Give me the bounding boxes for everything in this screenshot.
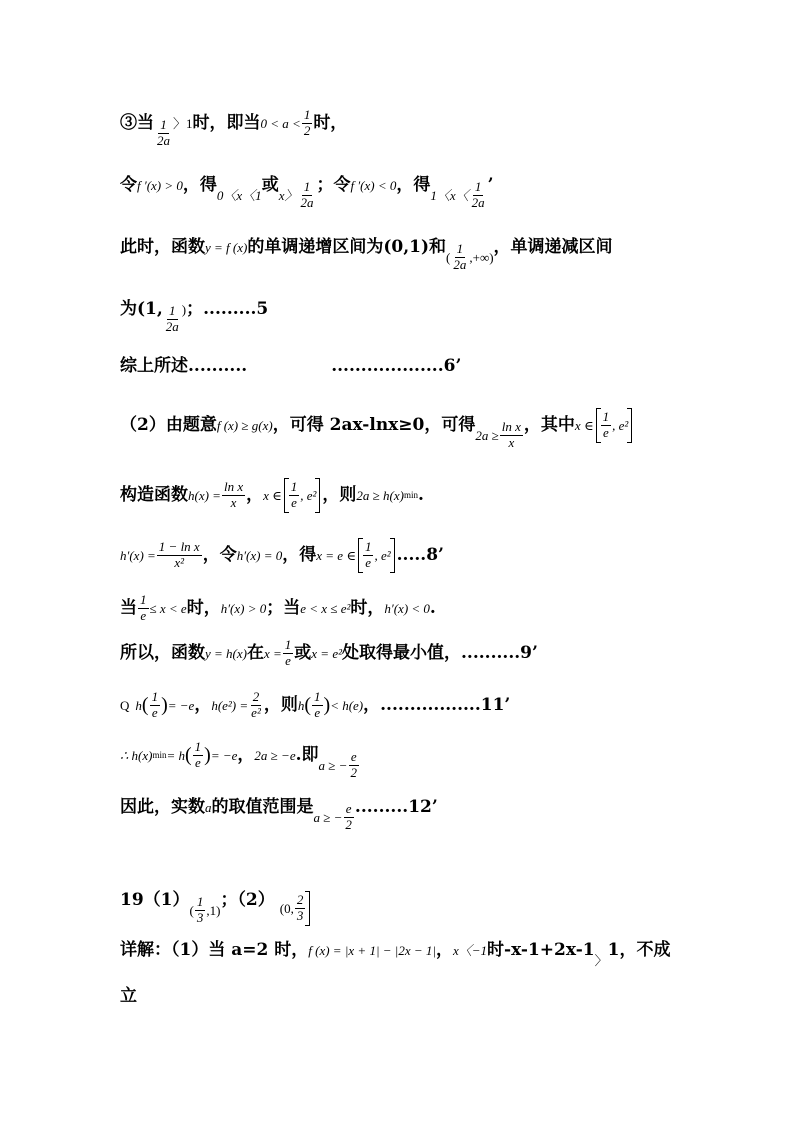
text: 时，即当 (192, 112, 261, 133)
fraction: $\frac{e}{2}$ (350, 749, 357, 780)
math: f ′(x) < 0 (350, 177, 397, 193)
fraction: $\frac{1}{e}$ (140, 592, 147, 623)
math: ( (446, 249, 451, 265)
decreasing-interval-line (120, 294, 269, 334)
text: 的取值范围是 (211, 796, 314, 817)
fraction-1-over-2: $\frac{1}{2}$ (303, 107, 311, 138)
text: ③当 (120, 112, 154, 133)
math: 2a ≥ h(x) (356, 487, 404, 503)
math: < h(e) (330, 697, 364, 713)
math: f ′(x) > 0 (137, 177, 183, 193)
text: 的单调递增区间为(0,1)和 (247, 236, 447, 257)
interval-bracket: $\frac{1}{e}$ , e² (596, 408, 633, 443)
math: h (135, 697, 142, 713)
derivative-sign-line (120, 170, 494, 210)
value-comparison-line: Q h ( $\frac{1}{e}$ ) = −e ， h(e²) = $\frac{2}{\text{e²}}$ ，则 h ( $\frac{1}{e}$ ) < h(e) ，.................11’ (120, 689, 511, 720)
text: 当 (120, 597, 137, 618)
text: 详解：（1）当 a=2 时， (120, 940, 309, 960)
fraction: $\frac{2}{\text{e²}}$ (251, 689, 261, 720)
text: 19（1） (120, 889, 190, 910)
text: .........12’ (354, 796, 438, 817)
text: ，则 (322, 484, 357, 505)
math: 〉1 (173, 115, 193, 131)
text: 所以，函数 (120, 642, 205, 663)
math: ) (181, 301, 187, 317)
fraction: $\frac{1}{e}$ (284, 637, 292, 668)
text: 此时，函数 (120, 236, 205, 257)
math: h′(x) > 0 (220, 600, 267, 616)
text: ；令 (316, 174, 351, 195)
text: ’ (487, 174, 494, 195)
explanation-continuation (120, 988, 137, 1005)
text: ，.................11’ (363, 694, 511, 715)
monotonicity-line (120, 593, 436, 624)
text: 构造函数 (120, 484, 188, 505)
text: ，单调递减区间 (493, 236, 613, 257)
text: .....8’ (396, 544, 444, 565)
text: 或 (261, 174, 279, 195)
text: 时， (350, 597, 385, 618)
text: ；.........5 (186, 298, 269, 319)
fraction: $\frac{1}{3}$ (196, 894, 204, 925)
text: ，得 (182, 174, 217, 195)
text: 时， (186, 597, 221, 618)
text: 时， (313, 112, 348, 133)
because-symbol: Q (120, 697, 130, 713)
math: ≤ x < e (149, 600, 187, 616)
math: f (x) ≥ g(x) (216, 417, 273, 433)
text: ，则 (263, 694, 298, 715)
text: ，令 (202, 544, 237, 565)
math: x = (263, 645, 282, 661)
text: ，可得 2ax-lnx≥0，可得 (272, 414, 476, 435)
derivative-line (120, 538, 444, 573)
text: 令 (120, 174, 137, 195)
text: 立 (120, 986, 137, 1006)
text: 时-x-1+2x-1 (487, 940, 595, 960)
text: 因此，实数 (120, 796, 205, 817)
fraction: $\frac{e}{2}$ (345, 801, 352, 832)
math: 2a ≥ −e (254, 747, 296, 763)
fraction: $\frac{1}{e}$ (194, 739, 202, 770)
fraction: $\frac{1}{2a}$ (300, 179, 314, 210)
subscript: min (152, 749, 167, 760)
summary-line (120, 358, 461, 375)
fraction: $\frac{1}{e}$ (151, 689, 159, 720)
text: ， (246, 484, 264, 505)
math: a (205, 799, 212, 815)
fraction: $\frac{\text{1 − ln x}}{\text{x²}}$ (158, 539, 200, 570)
text: . (429, 597, 436, 618)
math: 〉 (594, 953, 608, 968)
fraction-1-over-2a: $\frac{1}{2a}$ (157, 117, 170, 148)
problem19-answer-line (120, 883, 312, 925)
text: （2）由题意 (120, 414, 217, 435)
text: ， (194, 694, 212, 715)
text: ，得 (396, 174, 431, 195)
math: h (297, 697, 305, 713)
minimum-value-line: ∴ h(x) min = h ( $\frac{1}{e}$ ) = −e ， 2a ≥ −e .即 a ≥ − $\frac{e}{2}$ (120, 739, 357, 780)
fraction: $\frac{1}{2a}$ (165, 303, 179, 334)
part2-condition-line (120, 408, 634, 450)
math: = h (166, 747, 185, 763)
case3-condition-line (120, 107, 348, 148)
math: a ≥ − (318, 757, 348, 773)
fraction: $\frac{\text{ln x}}{x}$ (223, 479, 244, 510)
construct-function-line (120, 478, 424, 513)
text: 或 (294, 642, 312, 663)
final-range-line (120, 792, 438, 832)
math: h(x) = (188, 487, 221, 503)
math: 0 < a < (260, 115, 301, 131)
math: f (x) = |x + 1| − |2x − 1| (308, 943, 436, 958)
math: = −e (210, 747, 238, 763)
math: ∴ h(x) (120, 747, 153, 763)
interval-bracket: $\frac{1}{e}$ , e² (358, 538, 395, 573)
text: ；当 (266, 597, 301, 618)
text: 在 (246, 642, 264, 663)
text: ，得 (282, 544, 317, 565)
text: ，其中 (523, 414, 575, 435)
math: 2a ≥ (475, 427, 499, 443)
math: y = h(x) (205, 645, 247, 661)
math: e < x ≤ e² (300, 600, 351, 616)
text: ...................6’ (331, 356, 462, 376)
text: 1，不成 (607, 940, 671, 960)
math: ,+∞) (469, 249, 494, 265)
fraction: $\frac{\text{ln x}}{x}$ (501, 419, 521, 450)
text: ， (435, 940, 453, 960)
math: a ≥ − (313, 809, 343, 825)
math: h′(x) = (120, 547, 156, 563)
math: ( (189, 902, 194, 918)
math: x〈−1 (452, 943, 488, 958)
minimum-location-line (120, 638, 538, 669)
math: x ∈ (263, 487, 282, 503)
math: h′(x) = 0 (236, 547, 283, 563)
interval-bracket: (0, $\frac{2}{3}$ (277, 891, 311, 926)
text: 综上所述.......... (120, 356, 248, 376)
math: = −e (167, 697, 195, 713)
text: ；（2） (220, 889, 275, 910)
monotonic-intervals-line (120, 232, 613, 272)
math: h′(x) < 0 (384, 600, 430, 616)
math: x = e ∈ (316, 547, 356, 563)
subscript: min (404, 489, 419, 500)
text: .即 (295, 744, 319, 765)
explanation-line (120, 940, 671, 968)
interval-bracket: $\frac{1}{e}$ , e² (284, 478, 321, 513)
text: ， (237, 744, 255, 765)
math: ,1) (206, 902, 221, 918)
math: h(e²) = (211, 697, 249, 713)
fraction: $\frac{1}{2a}$ (453, 241, 467, 272)
text: . (418, 484, 424, 505)
fraction: $\frac{1}{2a}$ (471, 179, 485, 210)
math: x ∈ (574, 417, 594, 433)
math: 0〈x〈1 (216, 187, 262, 203)
math: y = f (x) (205, 239, 248, 255)
text: 处取得最小值，..........9’ (342, 642, 538, 663)
fraction: $\frac{1}{e}$ (314, 689, 321, 720)
math: x〉 (278, 187, 298, 203)
math: x = e² (311, 645, 342, 661)
math: 1〈x〈 (430, 187, 469, 203)
text: 为(1, (120, 298, 163, 319)
